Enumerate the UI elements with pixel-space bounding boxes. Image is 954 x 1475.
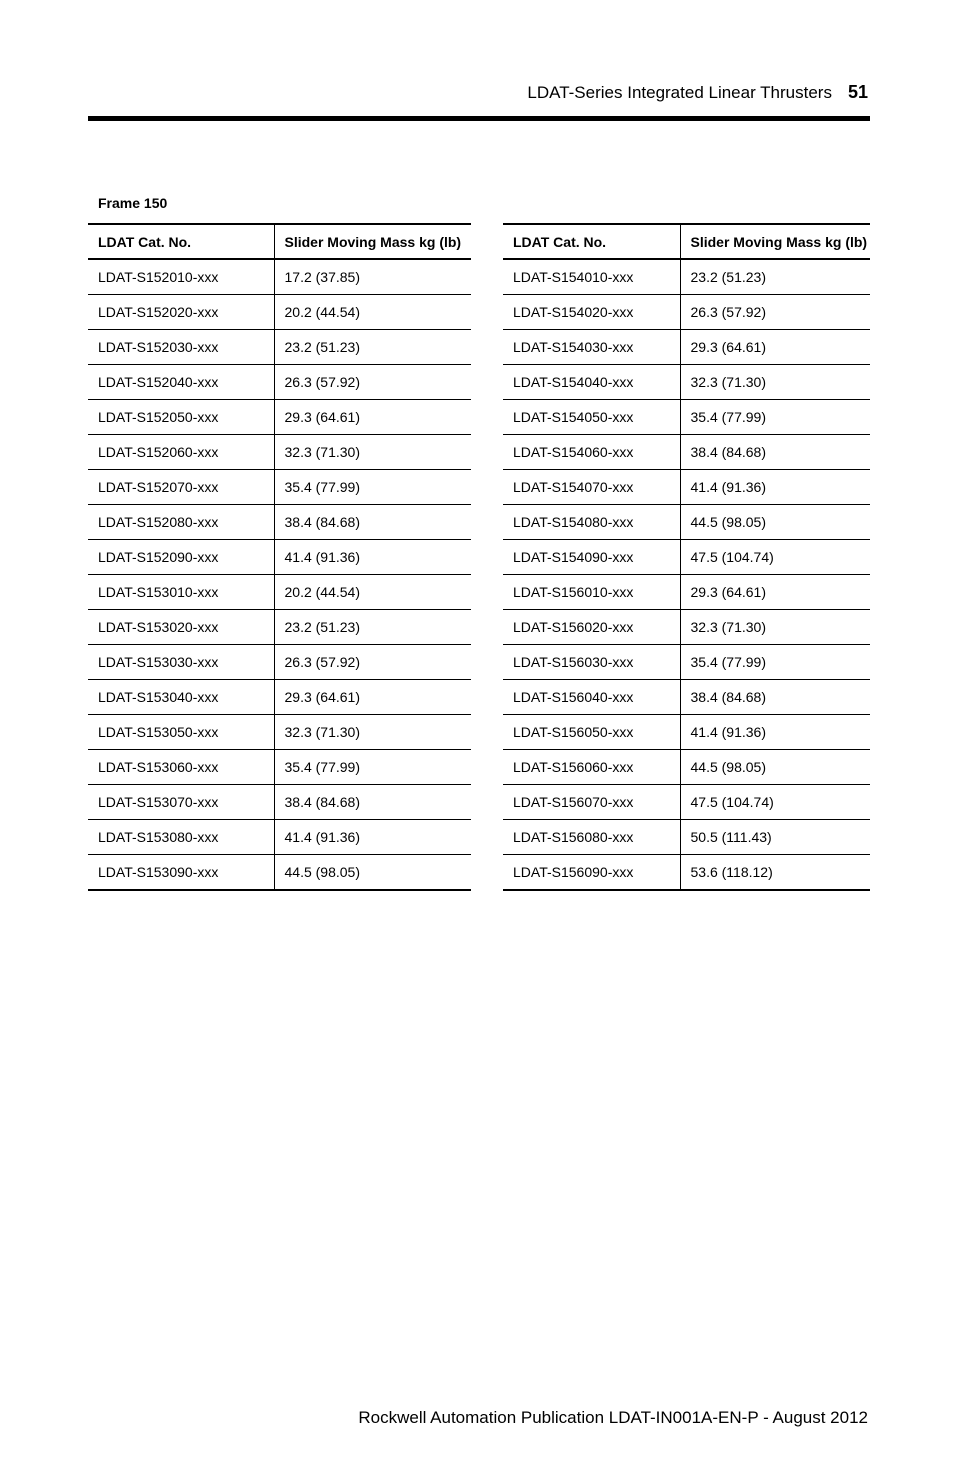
- table-row: [88, 855, 471, 891]
- mass-cell: 32.3 (71.30): [274, 715, 471, 750]
- mass-cell: 38.4 (84.68): [680, 435, 870, 470]
- mass-cell: 38.4 (84.68): [274, 785, 471, 820]
- table-header-row: [503, 224, 870, 259]
- table-row: [503, 645, 870, 680]
- cat-no-cell: LDAT-S156010-xxx: [503, 575, 680, 610]
- table-row: [503, 400, 870, 435]
- table-row: [503, 470, 870, 505]
- table-row: [88, 680, 471, 715]
- mass-cell: 32.3 (71.30): [680, 610, 870, 645]
- cat-no-cell: LDAT-S153080-xxx: [88, 820, 274, 855]
- table-row: [503, 295, 870, 330]
- mass-cell: 20.2 (44.54): [274, 295, 471, 330]
- column-header-cat-no: LDAT Cat. No.: [503, 224, 680, 259]
- table-row: [88, 259, 471, 295]
- cat-no-cell: LDAT-S152070-xxx: [88, 470, 274, 505]
- mass-cell: 29.3 (64.61): [274, 680, 471, 715]
- table-row: [88, 540, 471, 575]
- table-row: [88, 400, 471, 435]
- header-rule: [88, 116, 870, 121]
- page-number: 51: [847, 82, 868, 102]
- page-header: [527, 82, 868, 103]
- cat-no-cell: LDAT-S152090-xxx: [88, 540, 274, 575]
- cat-no-cell: LDAT-S153020-xxx: [88, 610, 274, 645]
- mass-cell: 29.3 (64.61): [274, 400, 471, 435]
- cat-no-cell: LDAT-S153060-xxx: [88, 750, 274, 785]
- cat-no-cell: LDAT-S152030-xxx: [88, 330, 274, 365]
- table-row: [88, 365, 471, 400]
- mass-cell: 17.2 (37.85): [274, 259, 471, 295]
- mass-cell: 44.5 (98.05): [680, 505, 870, 540]
- cat-no-cell: LDAT-S153010-xxx: [88, 575, 274, 610]
- column-header-mass: Slider Moving Mass kg (lb): [274, 224, 471, 259]
- cat-no-cell: LDAT-S154010-xxx: [503, 259, 680, 295]
- mass-cell: 23.2 (51.23): [274, 330, 471, 365]
- mass-table-left: [88, 223, 471, 891]
- table-row: [88, 820, 471, 855]
- table-row: [88, 750, 471, 785]
- cat-no-cell: LDAT-S152060-xxx: [88, 435, 274, 470]
- table-row: [503, 680, 870, 715]
- mass-cell: 47.5 (104.74): [680, 540, 870, 575]
- mass-cell: 35.4 (77.99): [274, 750, 471, 785]
- mass-cell: 23.2 (51.23): [680, 259, 870, 295]
- table-row: [88, 610, 471, 645]
- cat-no-cell: LDAT-S152080-xxx: [88, 505, 274, 540]
- mass-cell: 41.4 (91.36): [680, 470, 870, 505]
- mass-cell: 38.4 (84.68): [680, 680, 870, 715]
- cat-no-cell: LDAT-S154040-xxx: [503, 365, 680, 400]
- cat-no-cell: LDAT-S156020-xxx: [503, 610, 680, 645]
- cat-no-cell: LDAT-S152050-xxx: [88, 400, 274, 435]
- cat-no-cell: LDAT-S154050-xxx: [503, 400, 680, 435]
- table-row: [503, 575, 870, 610]
- mass-cell: 26.3 (57.92): [680, 295, 870, 330]
- mass-cell: 44.5 (98.05): [680, 750, 870, 785]
- mass-cell: 44.5 (98.05): [274, 855, 471, 891]
- cat-no-cell: LDAT-S153030-xxx: [88, 645, 274, 680]
- mass-cell: 50.5 (111.43): [680, 820, 870, 855]
- cat-no-cell: LDAT-S152010-xxx: [88, 259, 274, 295]
- cat-no-cell: LDAT-S152040-xxx: [88, 365, 274, 400]
- cat-no-cell: LDAT-S156070-xxx: [503, 785, 680, 820]
- cat-no-cell: LDAT-S154090-xxx: [503, 540, 680, 575]
- table-row: [503, 365, 870, 400]
- cat-no-cell: LDAT-S156080-xxx: [503, 820, 680, 855]
- table-row: [88, 715, 471, 750]
- mass-cell: 35.4 (77.99): [274, 470, 471, 505]
- table-row: [503, 505, 870, 540]
- column-header-cat-no: LDAT Cat. No.: [88, 224, 274, 259]
- mass-cell: 41.4 (91.36): [274, 820, 471, 855]
- table-row: [503, 715, 870, 750]
- mass-cell: 23.2 (51.23): [274, 610, 471, 645]
- cat-no-cell: LDAT-S152020-xxx: [88, 295, 274, 330]
- mass-cell: 26.3 (57.92): [274, 365, 471, 400]
- table-row: [503, 610, 870, 645]
- cat-no-cell: LDAT-S154030-xxx: [503, 330, 680, 365]
- table-row: [503, 750, 870, 785]
- mass-cell: 32.3 (71.30): [274, 435, 471, 470]
- cat-no-cell: LDAT-S156050-xxx: [503, 715, 680, 750]
- table-row: [503, 259, 870, 295]
- table-row: [503, 785, 870, 820]
- table-row: [503, 820, 870, 855]
- mass-cell: 29.3 (64.61): [680, 575, 870, 610]
- cat-no-cell: LDAT-S154020-xxx: [503, 295, 680, 330]
- cat-no-cell: LDAT-S156090-xxx: [503, 855, 680, 891]
- cat-no-cell: LDAT-S156060-xxx: [503, 750, 680, 785]
- cat-no-cell: LDAT-S154060-xxx: [503, 435, 680, 470]
- mass-table-right: [503, 223, 870, 891]
- table-row: [88, 575, 471, 610]
- table-row: [503, 330, 870, 365]
- table-row: [88, 645, 471, 680]
- cat-no-cell: LDAT-S153070-xxx: [88, 785, 274, 820]
- cat-no-cell: LDAT-S153050-xxx: [88, 715, 274, 750]
- cat-no-cell: LDAT-S153040-xxx: [88, 680, 274, 715]
- table-row: [88, 295, 471, 330]
- mass-cell: 38.4 (84.68): [274, 505, 471, 540]
- mass-cell: 26.3 (57.92): [274, 645, 471, 680]
- cat-no-cell: LDAT-S156040-xxx: [503, 680, 680, 715]
- mass-cell: 35.4 (77.99): [680, 400, 870, 435]
- mass-cell: 53.6 (118.12): [680, 855, 870, 891]
- table-row: [88, 505, 471, 540]
- cat-no-cell: LDAT-S154070-xxx: [503, 470, 680, 505]
- table-row: [503, 540, 870, 575]
- mass-cell: 32.3 (71.30): [680, 365, 870, 400]
- table-header-row: [88, 224, 471, 259]
- mass-cell: 41.4 (91.36): [680, 715, 870, 750]
- section-title: Frame 150: [98, 195, 168, 211]
- footer-publication: Rockwell Automation Publication LDAT-IN001A-EN-P - August 2012: [358, 1408, 868, 1427]
- mass-cell: 47.5 (104.74): [680, 785, 870, 820]
- mass-cell: 20.2 (44.54): [274, 575, 471, 610]
- mass-cell: 35.4 (77.99): [680, 645, 870, 680]
- table-row: [88, 785, 471, 820]
- table-row: [88, 330, 471, 365]
- table-row: [503, 435, 870, 470]
- column-header-mass: Slider Moving Mass kg (lb): [680, 224, 870, 259]
- table-row: [503, 855, 870, 891]
- mass-cell: 29.3 (64.61): [680, 330, 870, 365]
- cat-no-cell: LDAT-S154080-xxx: [503, 505, 680, 540]
- table-row: [88, 470, 471, 505]
- mass-cell: 41.4 (91.36): [274, 540, 471, 575]
- table-row: [88, 435, 471, 470]
- cat-no-cell: LDAT-S156030-xxx: [503, 645, 680, 680]
- cat-no-cell: LDAT-S153090-xxx: [88, 855, 274, 891]
- header-title: LDAT-Series Integrated Linear Thrusters: [527, 83, 832, 102]
